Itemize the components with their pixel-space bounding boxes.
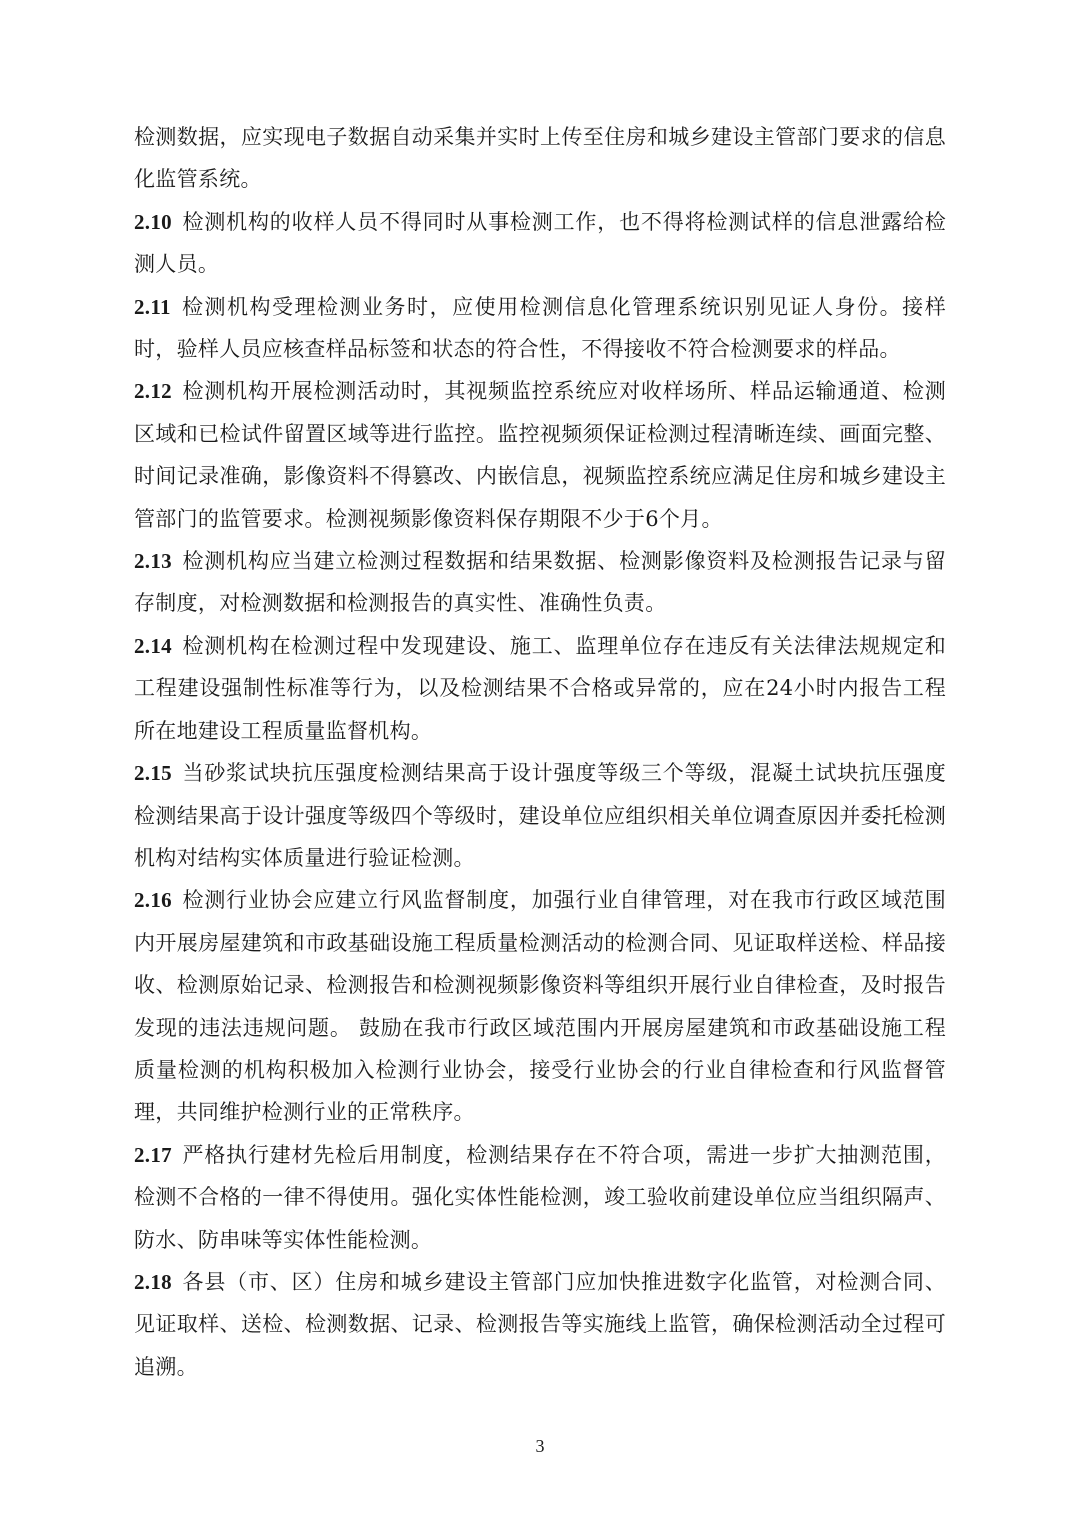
clause-number: 2.13	[134, 549, 172, 574]
clause-2-12	[134, 370, 946, 540]
paragraph-text: 检测机构受理检测业务时，应使用检测信息化管理系统识别见证人身份。接样时，验样人员应核查样品标签和状态的符合性，不得接收不符合检测要求的样品。	[134, 294, 946, 362]
clause-number: 2.17	[134, 1142, 172, 1167]
clause-2-17	[134, 1134, 946, 1261]
paragraph-text: 严格执行建材先检后用制度，检测结果存在不符合项，需进一步扩大抽测范围，检测不合格的一律不得使用。强化实体性能检测，竣工验收前建设单位应当组织隔声、防水、防串味等实体性能检测。	[134, 1142, 946, 1252]
clause-number: 2.16	[134, 888, 172, 913]
paragraph-text: 各县（市、区）住房和城乡建设主管部门应加快推进数字化监管，对检测合同、见证取样、送检、检测数据、记录、检测报告等实施线上监管，确保检测活动全过程可追溯。	[134, 1269, 946, 1379]
clause-number: 2.15	[134, 761, 172, 786]
clause-2-16	[134, 879, 946, 1133]
paragraph-text: 检测数据，应实现电子数据自动采集并实时上传至住房和城乡建设主管部门要求的信息化监管系统。	[134, 125, 946, 192]
clause-number: 2.10	[134, 209, 172, 234]
clause-number: 2.12	[134, 379, 172, 404]
clause-number: 2.11	[134, 294, 171, 319]
clause-2-11	[134, 286, 946, 371]
paragraph-text: 检测机构应当建立检测过程数据和结果数据、检测影像资料及检测报告记录与留存制度，对检测数据和检测报告的真实性、准确性负责。	[134, 549, 946, 616]
clause-2-14	[134, 625, 946, 752]
paragraph-text: 检测行业协会应建立行风监督制度，加强行业自律管理，对在我市行政区域范围内开展房屋建筑和市政基础设施工程质量检测活动的检测合同、见证取样送检、样品接收、检测原始记录、检测报告和检测视频影像资料等组织开展行业自律检查，及时报告发现的违法违规问题。 鼓励在我市行政区域范围内开展房屋建筑和市政基础设施工程质量检测的机构积极加入检测行业协会，接受行业协会的行业自律检查和行风监督管理，共同维护检测行业的正常秩序。	[134, 888, 946, 1125]
clause-2-13	[134, 540, 946, 625]
page-number: 3	[535, 1436, 545, 1456]
paragraph-text: 检测机构在检测过程中发现建设、施工、监理单位存在违反有关法律法规规定和工程建设强制性标准等行为，以及检测结果不合格或异常的，应在24小时内报告工程所在地建设工程质量监督机构。	[134, 633, 946, 743]
paragraph-continuation	[134, 116, 946, 201]
clause-2-10	[134, 201, 946, 286]
paragraph-text: 检测机构开展检测活动时，其视频监控系统应对收样场所、样品运输通道、检测区域和已检试件留置区域等进行监控。监控视频须保证检测过程清晰连续、画面完整、时间记录准确，影像资料不得篡改、内嵌信息，视频监控系统应满足住房和城乡建设主管部门的监管要求。检测视频影像资料保存期限不少于6个月。	[134, 379, 946, 531]
clause-2-18	[134, 1261, 946, 1388]
paragraph-text: 检测机构的收样人员不得同时从事检测工作，也不得将检测试样的信息泄露给检测人员。	[134, 209, 946, 277]
clause-2-15	[134, 752, 946, 879]
clause-number: 2.18	[134, 1269, 172, 1294]
paragraph-text: 当砂浆试块抗压强度检测结果高于设计强度等级三个等级，混凝土试块抗压强度检测结果高于设计强度等级四个等级时，建设单位应组织相关单位调查原因并委托检测机构对结构实体质量进行验证检测。	[134, 761, 946, 870]
clause-number: 2.14	[134, 633, 172, 658]
